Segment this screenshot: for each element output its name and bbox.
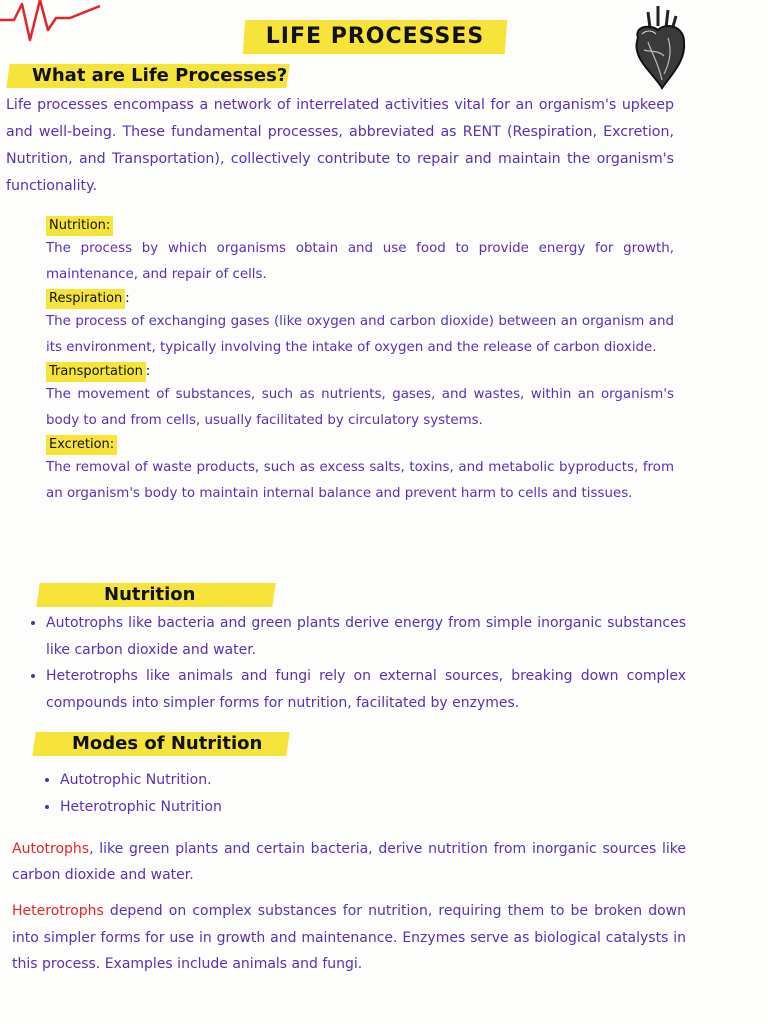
process-item xyxy=(46,433,674,506)
process-text-nutrition: The process by which organisms obtain and use food to provide energy for growth, maintenance, and repair of cells. xyxy=(46,241,674,282)
nutrition-bullets xyxy=(16,610,686,716)
list-item: • Autotrophs like bacteria and green plants derive energy from simple inorganic substances like carbon dioxide and water. xyxy=(46,610,686,663)
autotrophs-paragraph xyxy=(12,836,686,888)
heterotrophs-term: Heterotrophs xyxy=(12,903,104,919)
process-item xyxy=(46,360,674,433)
process-label-suffix: : xyxy=(145,364,151,379)
heterotrophs-text: depend on complex substances for nutrition, requiring them to be broken down into simpler forms for use in growth and maintenance. Enzymes serve as biological catalysts in this process. Examples include animals and fungi. xyxy=(12,903,686,972)
anatomical-heart-icon xyxy=(628,4,692,90)
autotrophs-term: Autotrophs xyxy=(12,841,90,857)
list-item: • Heterotrophic Nutrition xyxy=(60,794,430,821)
process-text-respiration: The process of exchanging gases (like oxygen and carbon dioxide) between an organism and its environment, typically involving the intake of oxygen and the release of carbon dioxide. xyxy=(46,314,674,355)
process-label-suffix: : xyxy=(125,291,130,306)
heartbeat-icon xyxy=(0,0,110,48)
intro-heading: What are Life Processes? xyxy=(32,65,288,86)
autotrophs-text: , like green plants and certain bacteria, derive nutrition from inorganic sources like carbon dioxide and water. xyxy=(12,841,686,883)
process-item xyxy=(46,214,674,287)
intro-paragraph: Life processes encompass a network of interrelated activities vital for an organism's upkeep and well-being. These fundamental processes, abbreviated as RENT (Respiration, Excretion, Nutrition, and Transportation), collectively contribute to repair and maintain the organism's functionality. xyxy=(6,97,674,194)
heterotrophs-paragraph xyxy=(12,898,686,978)
modes-heading: Modes of Nutrition xyxy=(72,733,263,754)
process-label-nutrition: Nutrition: xyxy=(46,216,113,236)
list-item: • Heterotrophs like animals and fungi rely on external sources, breaking down complex compounds into simpler forms for nutrition, facilitated by enzymes. xyxy=(46,663,686,716)
list-item: • Autotrophic Nutrition. xyxy=(60,767,430,794)
nutrition-heading: Nutrition xyxy=(104,584,196,605)
process-label-transportation: Transportation xyxy=(46,362,146,382)
process-label-excretion: Excretion: xyxy=(46,435,117,455)
page-title: LIFE PROCESSES xyxy=(265,24,485,49)
process-label-respiration: Respiration xyxy=(46,289,125,309)
process-item xyxy=(46,287,674,360)
modes-bullets xyxy=(30,767,430,820)
process-text-transportation: The movement of substances, such as nutrients, gases, and wastes, within an organism's body to and from cells, usually facilitated by circulatory systems. xyxy=(46,387,674,428)
process-text-excretion: The removal of waste products, such as excess salts, toxins, and metabolic byproducts, from an organism's body to maintain internal balance and prevent harm to cells and tissues. xyxy=(46,460,674,501)
process-list xyxy=(46,214,674,506)
